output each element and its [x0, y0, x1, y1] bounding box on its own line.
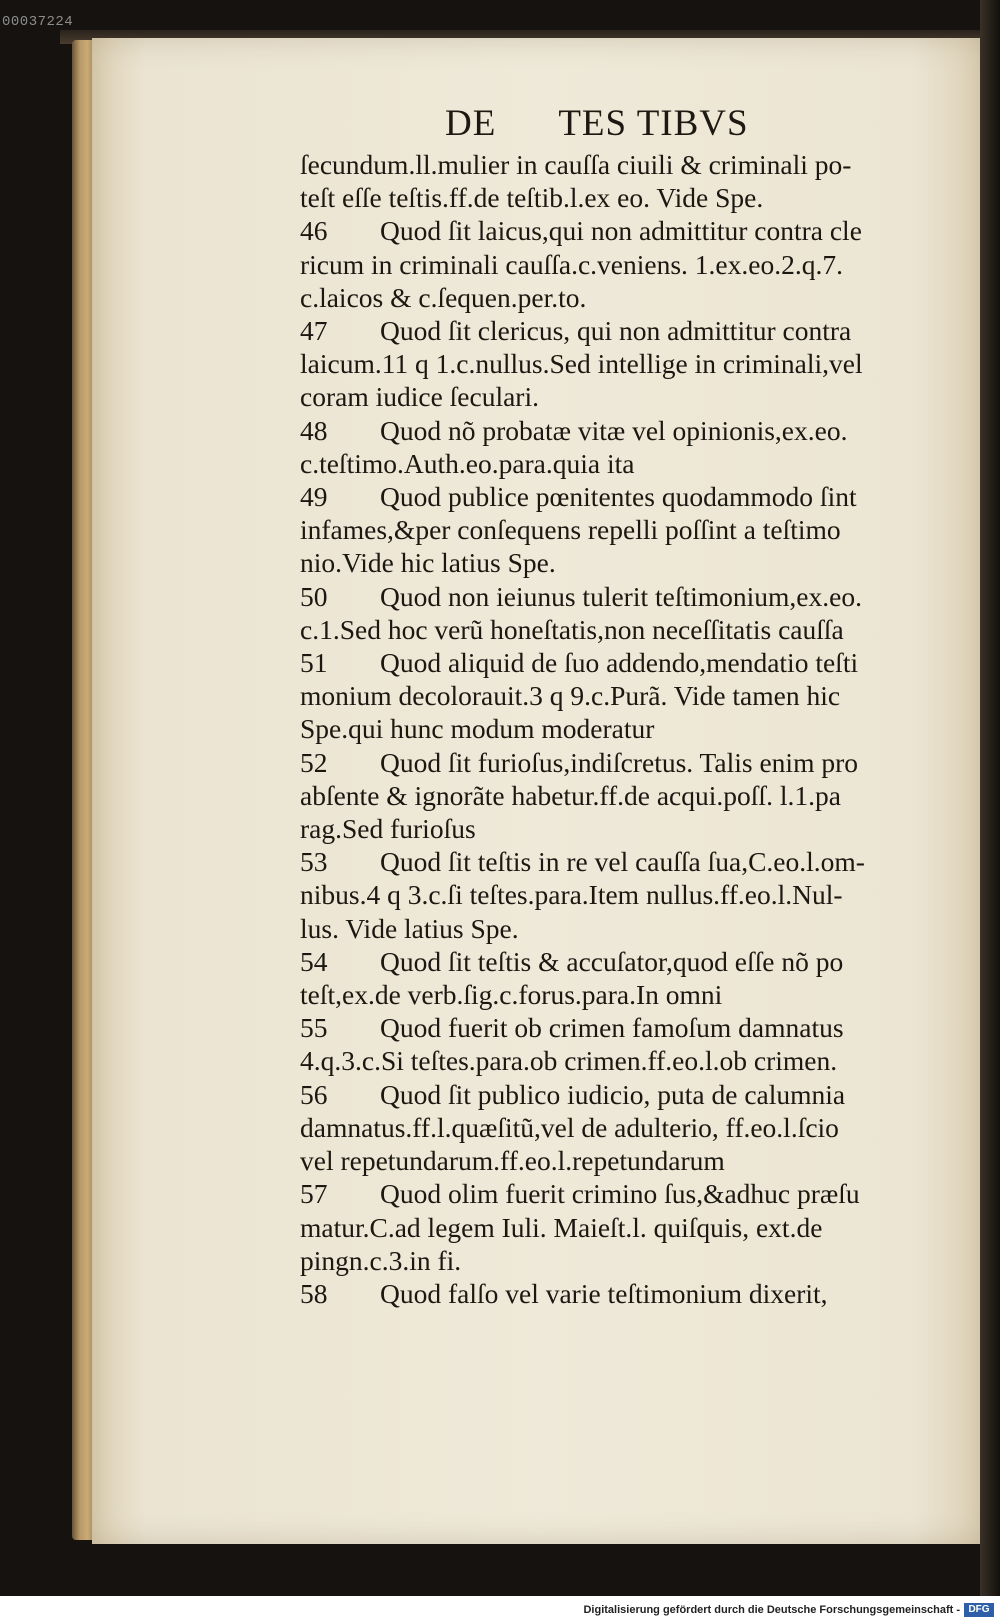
entry-text: Quod ſit teſtis & accuſator,quod eſſe nõ po: [380, 945, 844, 977]
entry-text: infames,&per conſequens repelli poſſint a teſtimo: [300, 514, 841, 546]
book-right-edge: [980, 0, 1000, 1600]
entry-line: [300, 945, 950, 978]
entry-line: [300, 281, 950, 314]
entry-line: [300, 1144, 950, 1177]
entry-line: [300, 646, 950, 679]
entry-line: [300, 380, 950, 413]
entry-line: [300, 779, 950, 812]
entry-text: nio.Vide hic latius Spe.: [300, 547, 556, 579]
list-item: [300, 214, 950, 314]
list-item: [300, 945, 950, 1011]
entry-text: vel repetundarum.ff.eo.l.repetundarum: [300, 1145, 725, 1177]
entry-line: [300, 214, 950, 247]
entry-line: [300, 181, 950, 214]
entry-line: [300, 878, 950, 911]
entry-line: [300, 912, 950, 945]
entry-number: 46: [300, 215, 328, 247]
entry-number: 57: [300, 1178, 328, 1210]
entry-text: c.teſtimo.Auth.eo.para.quia ita: [300, 447, 635, 479]
book-spine: [72, 40, 94, 1540]
entry-text: rag.Sed furioſus: [300, 813, 476, 845]
entry-text: Spe.qui hunc modum moderatur: [300, 713, 655, 745]
list-item: [300, 646, 950, 746]
entry-text: pingn.c.3.in fi.: [300, 1244, 462, 1276]
entry-list: [300, 148, 950, 1310]
entry-text: c.laicos & c.ſequen.per.to.: [300, 281, 587, 313]
entry-line: [300, 148, 950, 181]
entry-text: Quod ſit clericus, qui non admittitur contra: [380, 315, 852, 347]
list-item: [300, 480, 950, 580]
entry-line: [300, 1211, 950, 1244]
entry-text: Quod aliquid de ſuo addendo,mendatio teſti: [380, 647, 859, 679]
entry-text: matur.C.ad legem Iuli. Maieſt.l. quiſquis, ext.de: [300, 1211, 823, 1243]
entry-line: [300, 1111, 950, 1144]
entry-line: [300, 248, 950, 281]
list-item: [300, 1177, 950, 1277]
entry-line: [300, 580, 950, 613]
entry-line: [300, 1044, 950, 1077]
entry-text: ricum in criminali cauſſa.c.veniens. 1.ex.eo.2.q.7.: [300, 248, 843, 280]
list-item: [300, 1277, 950, 1310]
entry-text: laicum.11 q 1.c.nullus.Sed intellige in criminali,vel: [300, 348, 863, 380]
entry-text: monium decolorauit.3 q 9.c.Purã. Vide tamen hic: [300, 680, 841, 712]
entry-text: damnatus.ff.l.quæſitũ,vel de adulterio, ff.eo.l.ſcio: [300, 1111, 839, 1143]
entry-text: nibus.4 q 3.c.ſi teſtes.para.Item nullus.ff.eo.l.Nul-: [300, 879, 843, 911]
entry-number: 55: [300, 1012, 328, 1044]
list-item: [300, 148, 950, 214]
entry-line: [300, 679, 950, 712]
entry-text: Quod non ieiunus tulerit teſtimonium,ex.eo.: [380, 580, 862, 612]
entry-text: coram iudice ſeculari.: [300, 381, 539, 413]
entry-text: Quod ſit furioſus,indiſcretus. Talis enim pro: [380, 746, 859, 778]
entry-text: 4.q.3.c.Si teſtes.para.ob crimen.ff.eo.l.ob crimen.: [300, 1045, 838, 1077]
entry-line: [300, 314, 950, 347]
list-item: [300, 314, 950, 414]
entry-text: teſt,ex.de verb.ſig.c.forus.para.In omni: [300, 979, 723, 1011]
list-item: [300, 1078, 950, 1178]
entry-number: 50: [300, 580, 328, 612]
entry-text: Quod fuerit ob crimen famoſum damnatus: [380, 1012, 844, 1044]
entry-line: [300, 447, 950, 480]
entry-number: 47: [300, 315, 328, 347]
entry-text: Quod olim fuerit crimino ſus,&adhuc præſu: [380, 1178, 860, 1210]
entry-text: Quod ſit laicus,qui non admittitur contra cle: [380, 215, 862, 247]
entry-line: [300, 480, 950, 513]
list-item: [300, 845, 950, 945]
scan-identifier: 00037224: [2, 14, 74, 30]
dfg-logo: DFG: [964, 1603, 994, 1617]
entry-number: 48: [300, 414, 328, 446]
entry-text: abſente & ignorãte habetur.ff.de acqui.poſſ. l.1.pa: [300, 779, 841, 811]
entry-line: [300, 845, 950, 878]
entry-line: [300, 812, 950, 845]
entry-number: 53: [300, 846, 328, 878]
entry-number: 58: [300, 1277, 328, 1309]
entry-text: Quod publice pœnitentes quodammodo ſint: [380, 481, 857, 513]
entry-text: ſecundum.ll.mulier in cauſſa ciuili & criminali po-: [300, 149, 852, 180]
funding-credit: Digitalisierung gefördert durch die Deutsche Forschungsgemeinschaft -: [583, 1604, 960, 1616]
entry-line: [300, 1078, 950, 1111]
entry-text: Quod falſo vel varie teſtimonium dixerit,: [380, 1277, 828, 1309]
entry-line: [300, 1011, 950, 1044]
list-item: [300, 580, 950, 646]
entry-text: teſt eſſe teſtis.ff.de teſtib.l.ex eo. Vide Spe.: [300, 182, 764, 214]
list-item: [300, 746, 950, 846]
running-head-right: TES TIBVS: [558, 103, 749, 144]
entry-line: [300, 1277, 950, 1310]
entry-text: Quod nõ probatæ vitæ vel opinionis,ex.eo.: [380, 414, 848, 446]
entry-number: 56: [300, 1078, 328, 1110]
entry-number: 54: [300, 945, 328, 977]
entry-line: [300, 513, 950, 546]
entry-number: 51: [300, 647, 328, 679]
entry-line: [300, 1244, 950, 1277]
entry-number: 52: [300, 746, 328, 778]
list-item: [300, 1011, 950, 1077]
entry-text: Quod ſit teſtis in re vel cauſſa ſua,C.eo.l.om-: [380, 846, 865, 878]
entry-line: [300, 613, 950, 646]
running-head-left: DE: [445, 103, 497, 144]
list-item: [300, 414, 950, 480]
entry-line: [300, 978, 950, 1011]
entry-line: [300, 746, 950, 779]
entry-text: Quod ſit publico iudicio, puta de calumnia: [380, 1078, 846, 1110]
entry-line: [300, 712, 950, 745]
entry-line: [300, 414, 950, 447]
entry-line: [300, 546, 950, 579]
entry-line: [300, 1177, 950, 1210]
entry-text: c.1.Sed hoc verũ honeſtatis,non neceſſitatis cauſſa: [300, 613, 844, 645]
entry-number: 49: [300, 481, 328, 513]
entry-text: lus. Vide latius Spe.: [300, 912, 519, 944]
running-head: [445, 102, 749, 145]
entry-line: [300, 347, 950, 380]
